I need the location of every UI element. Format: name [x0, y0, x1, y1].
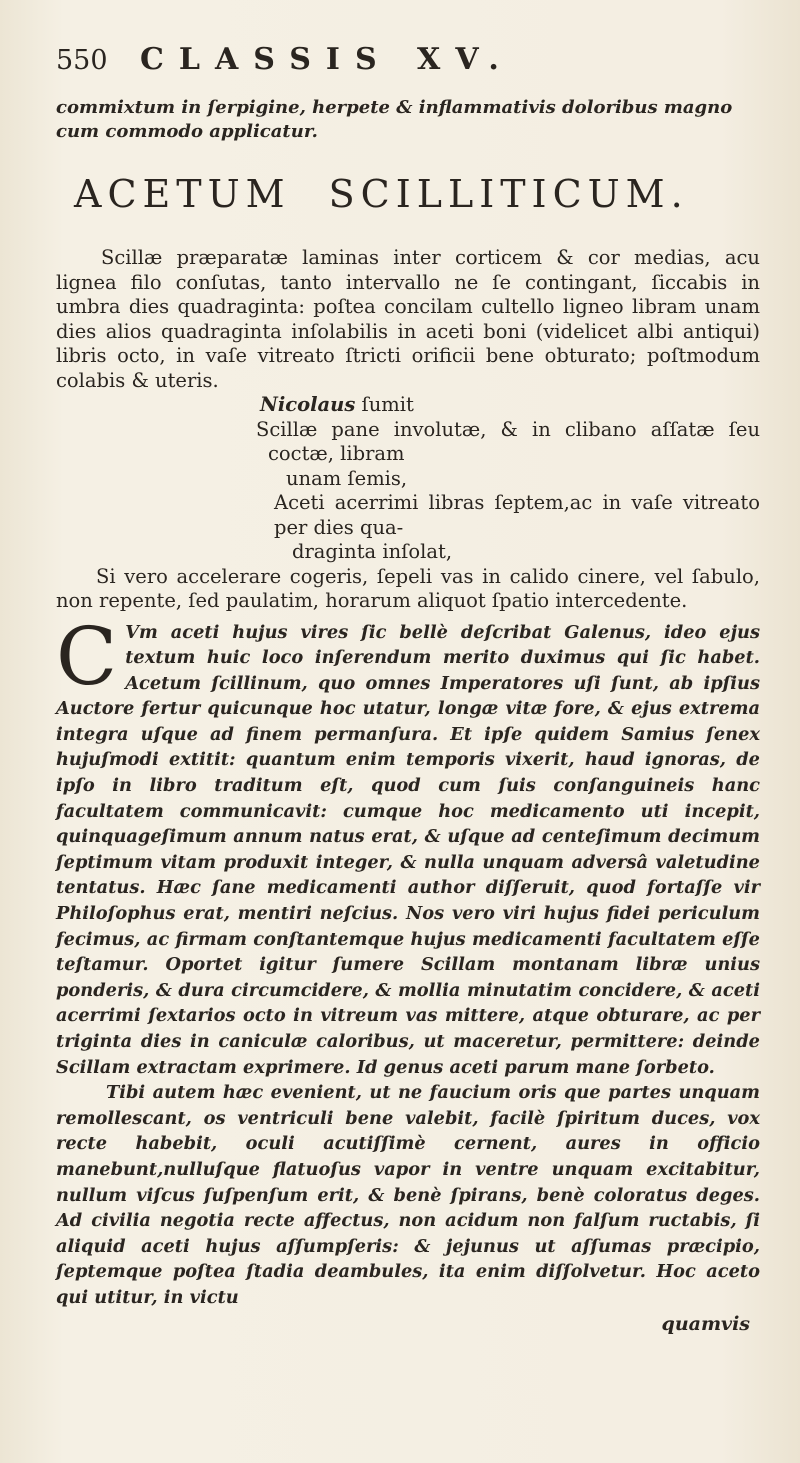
ingredient-1-line-a: Scillæ pane involutæ, & in clibano aſſatæ ſeu coctæ, libram: [256, 417, 760, 465]
ingredient-2-line-a: Aceti acerrimi libras ſeptem,ac in vaſe vitreato per dies qua-: [274, 491, 760, 539]
catchword: quamvis: [661, 1312, 750, 1335]
commentary-paragraph-1: Vm aceti hujus vires ſic bellè deſcribat Galenus, ideo ejus textum huic loco inſerendum merito duximus qui ſic habet. Acetum ſcillinum, quo omnes Imperatores uſi ſunt, ab ipſius Auctore fertur quicunque hoc utatur, longæ vitæ fore, & ejus extrema integra uſque ad finem permanſura. Et ipſe quidem Samius ſenex hujuſmodi extitit: quantum enim temporis vixerit, haud ignoras, de ipſo in libro traditum eſt, quod cum ſuis conſanguineis hanc facultatem communicavit: cumque hoc medicamento uti incepit, quinquageſimum annum natus erat, & uſque ad centeſimum decimum ſeptimum vitam produxit integer, & nulla unquam adversâ valetudine tentatus. Hæc ſane medicamenti author diſſeruit, quod fortaſſe vir Philoſophus erat, mentiri neſcius. Nos vero viri hujus fidei periculum fecimus, ac firmam conſtantemque hujus medicamenti facultatem eſſe teſtamur. Oportet igitur ſumere Scillam montanam libræ unius ponderis, & dura circumcidere, & mollia minutatim concidere, & aceti acerrimi ſextarios octo in vitreum vas mittere, atque obturare, ac per triginta dies in caniculæ caloribus, ut maceretur, permittere: deinde Scillam extractam exprimere. Id genus aceti parum mane ſorbeto.: [56, 621, 760, 1078]
section-title: ACETUM SCILLITICUM.: [74, 172, 689, 216]
page-number: 550: [56, 45, 108, 76]
commentary-paragraph-2: Tibi autem hæc evenient, ut ne faucium oris que partes unquam remollescant, os ventriculi bene valebit, facilè ſpiritum duces, vox recte habebit, oculi acutiſſimè cernent, aures in officio manebunt,nulluſque flatuoſus vapor in ventre unquam excitabitur, nullum viſcus ſuſpenſum erit, & benè ſpirans, benè coloratus deges. Ad civilia negotia recte affectus, non acidum non falſum ructabis, ſi aliquid aceti hujus aſſumpſeris: & jejunus ut aſſumas præcipio, ſeptemque poſtea ſtadia deambules, ita enim diſſolvetur. Hoc aceto qui utitur, in victu: [56, 1082, 760, 1308]
page-header: [56, 42, 760, 92]
recipe-author-line: [56, 393, 760, 418]
ingredient-1-line-b: unam ſemis,: [286, 466, 408, 490]
ingredient-2-line-b: draginta inſolat,: [292, 540, 453, 563]
intro-text: commixtum in ſerpigine, herpete & inflammativis doloribus magno cum commodo applicatur.: [56, 97, 733, 142]
author-name: Nicolaus: [260, 393, 356, 416]
commentary: [56, 609, 760, 1311]
recipe-block: [56, 246, 760, 614]
author-tail: ſumit: [361, 393, 414, 416]
drop-cap: C: [56, 609, 118, 703]
recipe-paragraph: Scillæ præparatæ laminas inter corticem & cor medias, acu lignea filo conſutas, tanto intervallo ne ſe contingant, ſiccabis in umbra dies quadraginta: poſtea concilam cultello ligneo libram unam dies alios quadraginta inſolabilis in aceti boni (videlicet albi antiqui) libris octo, in vaſe vitreato ſtricti orificii bene obturato; poſtmodum colabis & uteris.: [56, 246, 760, 392]
running-title: CLASSIS XV.: [140, 42, 514, 77]
recipe-closing: Si vero accelerare cogeris, ſepeli vas in calido cinere, vel ſabulo, non repente, ſed paulatim, horarum aliquot ſpatio intercedente.: [56, 564, 760, 612]
